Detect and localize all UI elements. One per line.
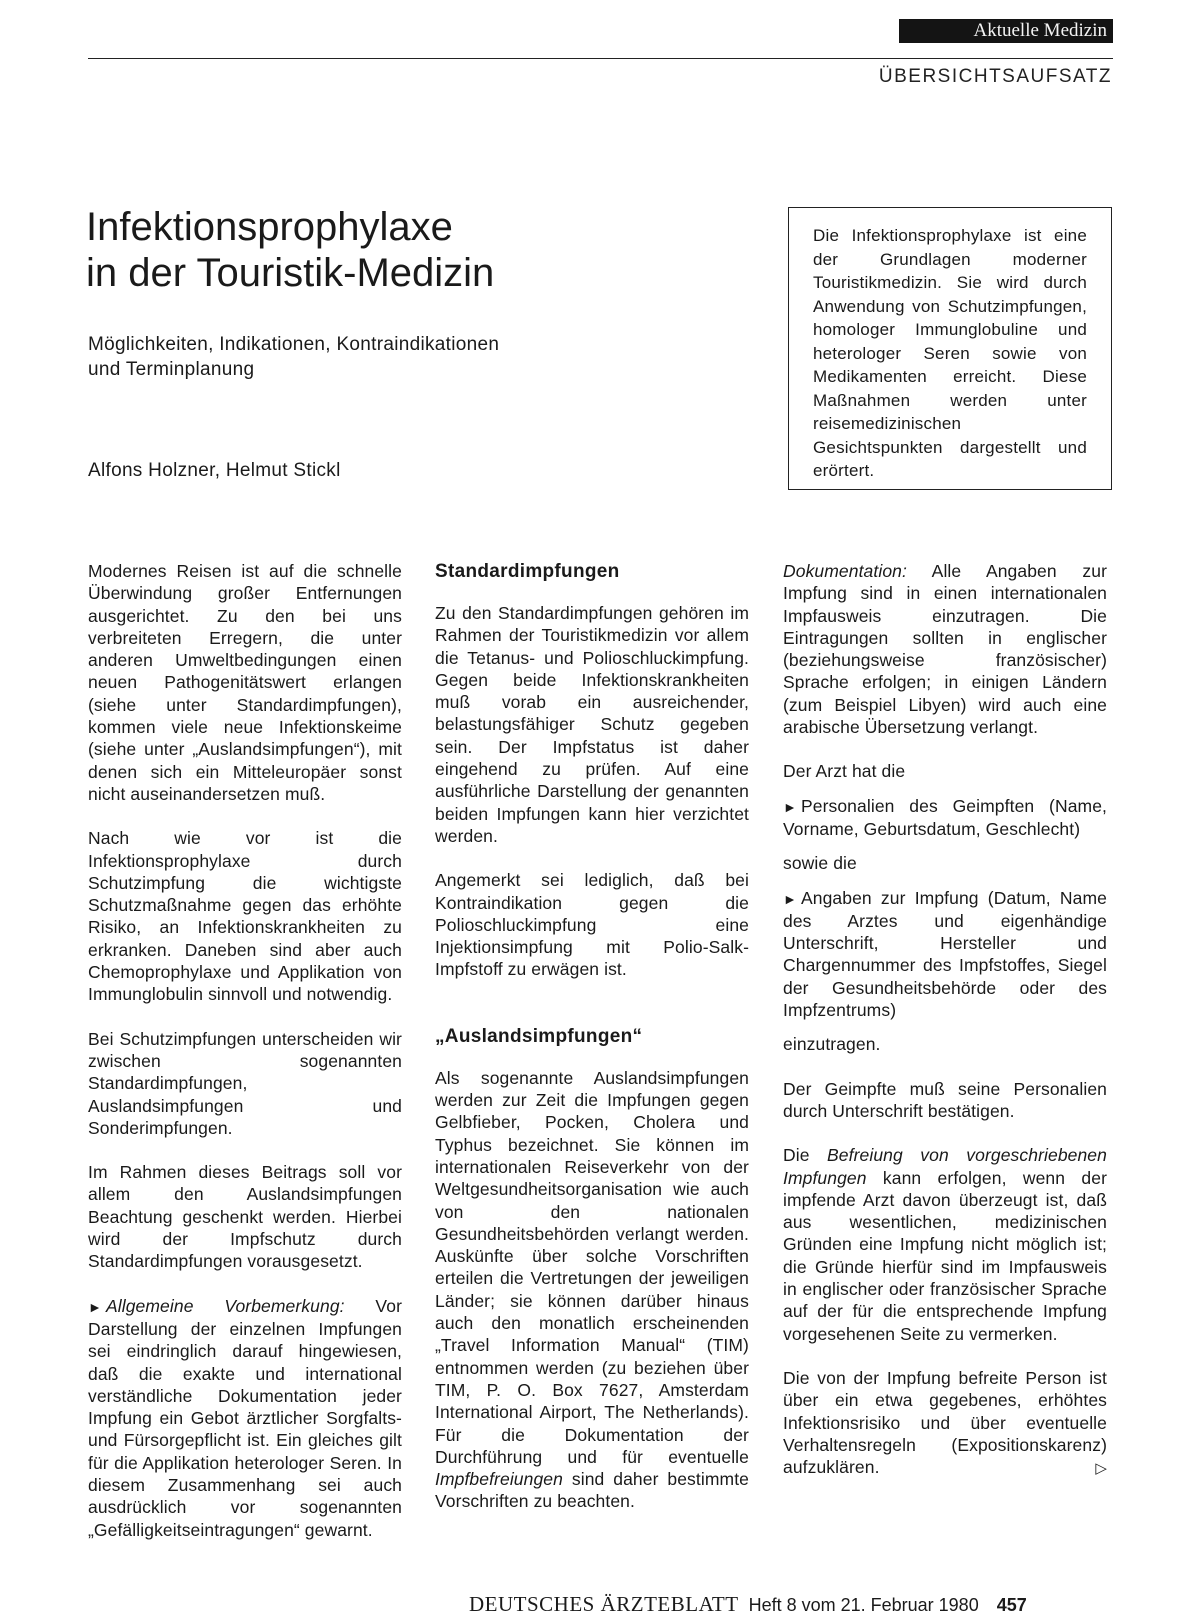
italic-lead: Dokumentation: <box>783 561 907 581</box>
title-line-1: Infektionsprophylaxe <box>86 205 453 249</box>
paragraph: Im Rahmen dieses Beitrags soll vor allem den Auslandsimpfungen Beachtung geschenkt werden. Hierbei wird der Impfschutz durch Standardimpfungen vorausgesetzt. <box>88 1162 402 1272</box>
paragraph-text: Als sogenannte Auslandsimpfungen werden zur Zeit die Impfungen gegen Gelbfieber, Pocken, Cholera und Typhus bezeichnet. Sie können im internationalen Reiseverkehr von der Weltgesundheitsorganisation wie auch von den nationalen Gesundheitsbehörden verlangt werden. Auskünfte über solche Vorschriften erteilen die Vertretungen der jeweiligen Länder; sie können darüber hinaus auch den monatlich erscheinenden „Travel Information Manual“ (TIM) entnommen werden (zu beziehen über TIM, P. O. Box 7627, Amsterdam International Airport, The Netherlands). Für die Dokumentation der Durchführung und für eventuelle <box>435 1067 749 1467</box>
paragraph: Der Arzt hat die <box>783 761 906 782</box>
paragraph: einzutragen. <box>783 1034 881 1055</box>
abstract-text: Die Infektionsprophylaxe ist eine der Grundlagen moderner Touristikmedizin. Sie wird durch Anwendung von Schutzimpfungen, homologer Immunglobuline und heterologer Seren sowie von Medikamenten erreicht. Diese Maßnahmen werden unter reisemedizinischen Gesichtspunkten dargestellt und erörtert. <box>813 226 1087 480</box>
article-authors: Alfons Holzner, Helmut Stickl <box>88 460 341 481</box>
paragraph <box>783 1144 1107 1345</box>
bullet-arrow-icon: ► <box>783 798 797 815</box>
paragraph <box>88 1295 402 1541</box>
header-rule <box>88 58 1113 59</box>
paragraph: Zu den Standardimpfungen gehören im Rahmen der Touristikmedizin vor allem die Tetanus- und Polioschluckimpfung. Gegen beide Infektionskrankheiten muß vorab ein ausreichender, belastungsfähiger Schutz gegeben sein. Der Impfstatus ist daher eingehend zu prüfen. Auf eine ausführliche Darstellung der genannten beiden Impfungen kann hier verzichtet werden. <box>435 603 749 846</box>
section-badge: Aktuelle Medizin <box>899 19 1113 43</box>
article-subtitle <box>88 332 708 382</box>
section-heading: „Auslandsimpfungen“ <box>435 1025 643 1047</box>
list-item-text: Personalien des Geimpften (Name, Vorname, Geburtsdatum, Geschlecht) <box>783 795 1107 839</box>
italic-term: Befreiung von vorgeschriebenen Impfungen <box>783 1145 1107 1188</box>
paragraph <box>783 560 1107 738</box>
text-column-2 <box>435 560 749 1535</box>
list-item-text: Angaben zur Impfung (Datum, Name des Arztes und eigenhändige Unterschrift, Hersteller und Chargennummer des Impfstoffes, Siegel der Gesundheitsbehörde oder des Impfzentrums) <box>783 887 1107 1021</box>
paragraph: Der Geimpfte muß seine Personalien durch Unterschrift bestätigen. <box>783 1078 1107 1121</box>
section-heading: Standardimpfungen <box>435 561 620 582</box>
subtitle-line-2: und Terminplanung <box>88 359 255 380</box>
text-column-1 <box>88 560 402 1563</box>
italic-lead: Allgemeine Vorbemerkung: <box>105 1295 345 1316</box>
paragraph: sowie die <box>783 853 857 874</box>
paragraph-text: Die von der Impfung befreite Person ist über ein etwa gegebenes, erhöhtes Infektionsrisiko und über eventuelle Verhaltensregeln (Expositionskarenz) aufzuklären. <box>783 1367 1107 1478</box>
continue-arrow-icon: ▷ <box>1095 1460 1107 1478</box>
paragraph: Modernes Reisen ist auf die schnelle Überwindung großer Entfernungen ausgerichtet. Zu den bei uns verbreiteten Erregern, die unter anderen Umweltbedingungen einen neuen Pathogenitätswert erlangen (siehe unter Standardimpfungen), kommen viele neue Infektionskeime (siehe unter „Auslandsimpfungen“), mit denen sich ein Mitteleuropäer sonst nicht auseinandersetzen muß. <box>88 561 402 804</box>
paragraph-text: sind daher bestimmte Vorschriften zu beachten. <box>435 1469 749 1512</box>
paragraph <box>783 1367 1107 1478</box>
section-label: ÜBERSICHTSAUFSATZ <box>878 66 1112 87</box>
paragraph: Nach wie vor ist die Infektionsprophylaxe durch Schutzimpfung die wichtigste Schutzmaßnahme gegen das erhöhte Risiko, an Infektionskrankheiten zu erkranken. Daneben sind aber auch Chemoprophylaxe und Applikation von Immunglobulin sinnvoll und notwendig. <box>88 828 402 1005</box>
issue-info: Heft 8 vom 21. Februar 1980 <box>748 1595 979 1615</box>
list-item <box>783 887 1107 1022</box>
title-line-2: in der Touristik-Medizin <box>86 251 495 295</box>
article-title <box>86 204 706 296</box>
paragraph-text: Vor Darstellung der einzelnen Impfungen sei eindringlich darauf hingewiesen, daß die exakte und international verständliche Dokumentation jeder Impfung ein Gebot ärztlicher Sorgfalts- und Fürsorgepflicht ist. Ein gleiches gilt für die Applikation heterologer Seren. In diesem Zusammenhang sei auch ausdrücklich vor sogenannten „Gefälligkeitseintragungen“ gewarnt. <box>88 1295 402 1540</box>
italic-term: Impfbefreiungen <box>435 1469 563 1490</box>
page-number: 457 <box>996 1595 1027 1615</box>
paragraph: Angemerkt sei lediglich, daß bei Kontraindikation gegen die Polioschluckimpfung eine Injektionsimpfung mit Polio-Salk-Impfstoff zu erwägen ist. <box>435 870 749 980</box>
paragraph-text: Alle Angaben zur Impfung sind in einen internationalen Impfausweis einzutragen. Die Eintragungen sollten in englischer (beziehungsweise französischer) Sprache erfolgen; in einigen Ländern (zum Beispiel Libyen) wird auch eine arabische Übersetzung verlangt. <box>783 561 1107 738</box>
abstract-box <box>788 207 1112 490</box>
paragraph-text: Die <box>783 1145 828 1166</box>
paragraph-text: kann erfolgen, wenn der impfende Arzt davon überzeugt ist, daß aus wesentlichen, medizinischen Gründen eine Impfung nicht möglich ist; die Gründe hierfür sind im Impfausweis in englischer oder französischer Sprache auf der für die entsprechende Impfung vorgesehenen Seite zu vermerken. <box>783 1167 1107 1344</box>
bullet-arrow-icon: ► <box>783 890 797 907</box>
page-footer <box>469 1592 1027 1617</box>
paragraph <box>435 1067 749 1513</box>
bullet-arrow-icon: ► <box>88 1298 102 1315</box>
paragraph: Bei Schutzimpfungen unterscheiden wir zwischen sogenannten Standardimpfungen, Auslandsimpfungen und Sonderimpfungen. <box>88 1028 402 1138</box>
journal-name: DEUTSCHES ÄRZTEBLATT <box>469 1592 739 1616</box>
subtitle-line-1: Möglichkeiten, Indikationen, Kontraindikationen <box>88 334 500 355</box>
text-column-3 <box>783 560 1107 1500</box>
list-item <box>783 795 1107 841</box>
